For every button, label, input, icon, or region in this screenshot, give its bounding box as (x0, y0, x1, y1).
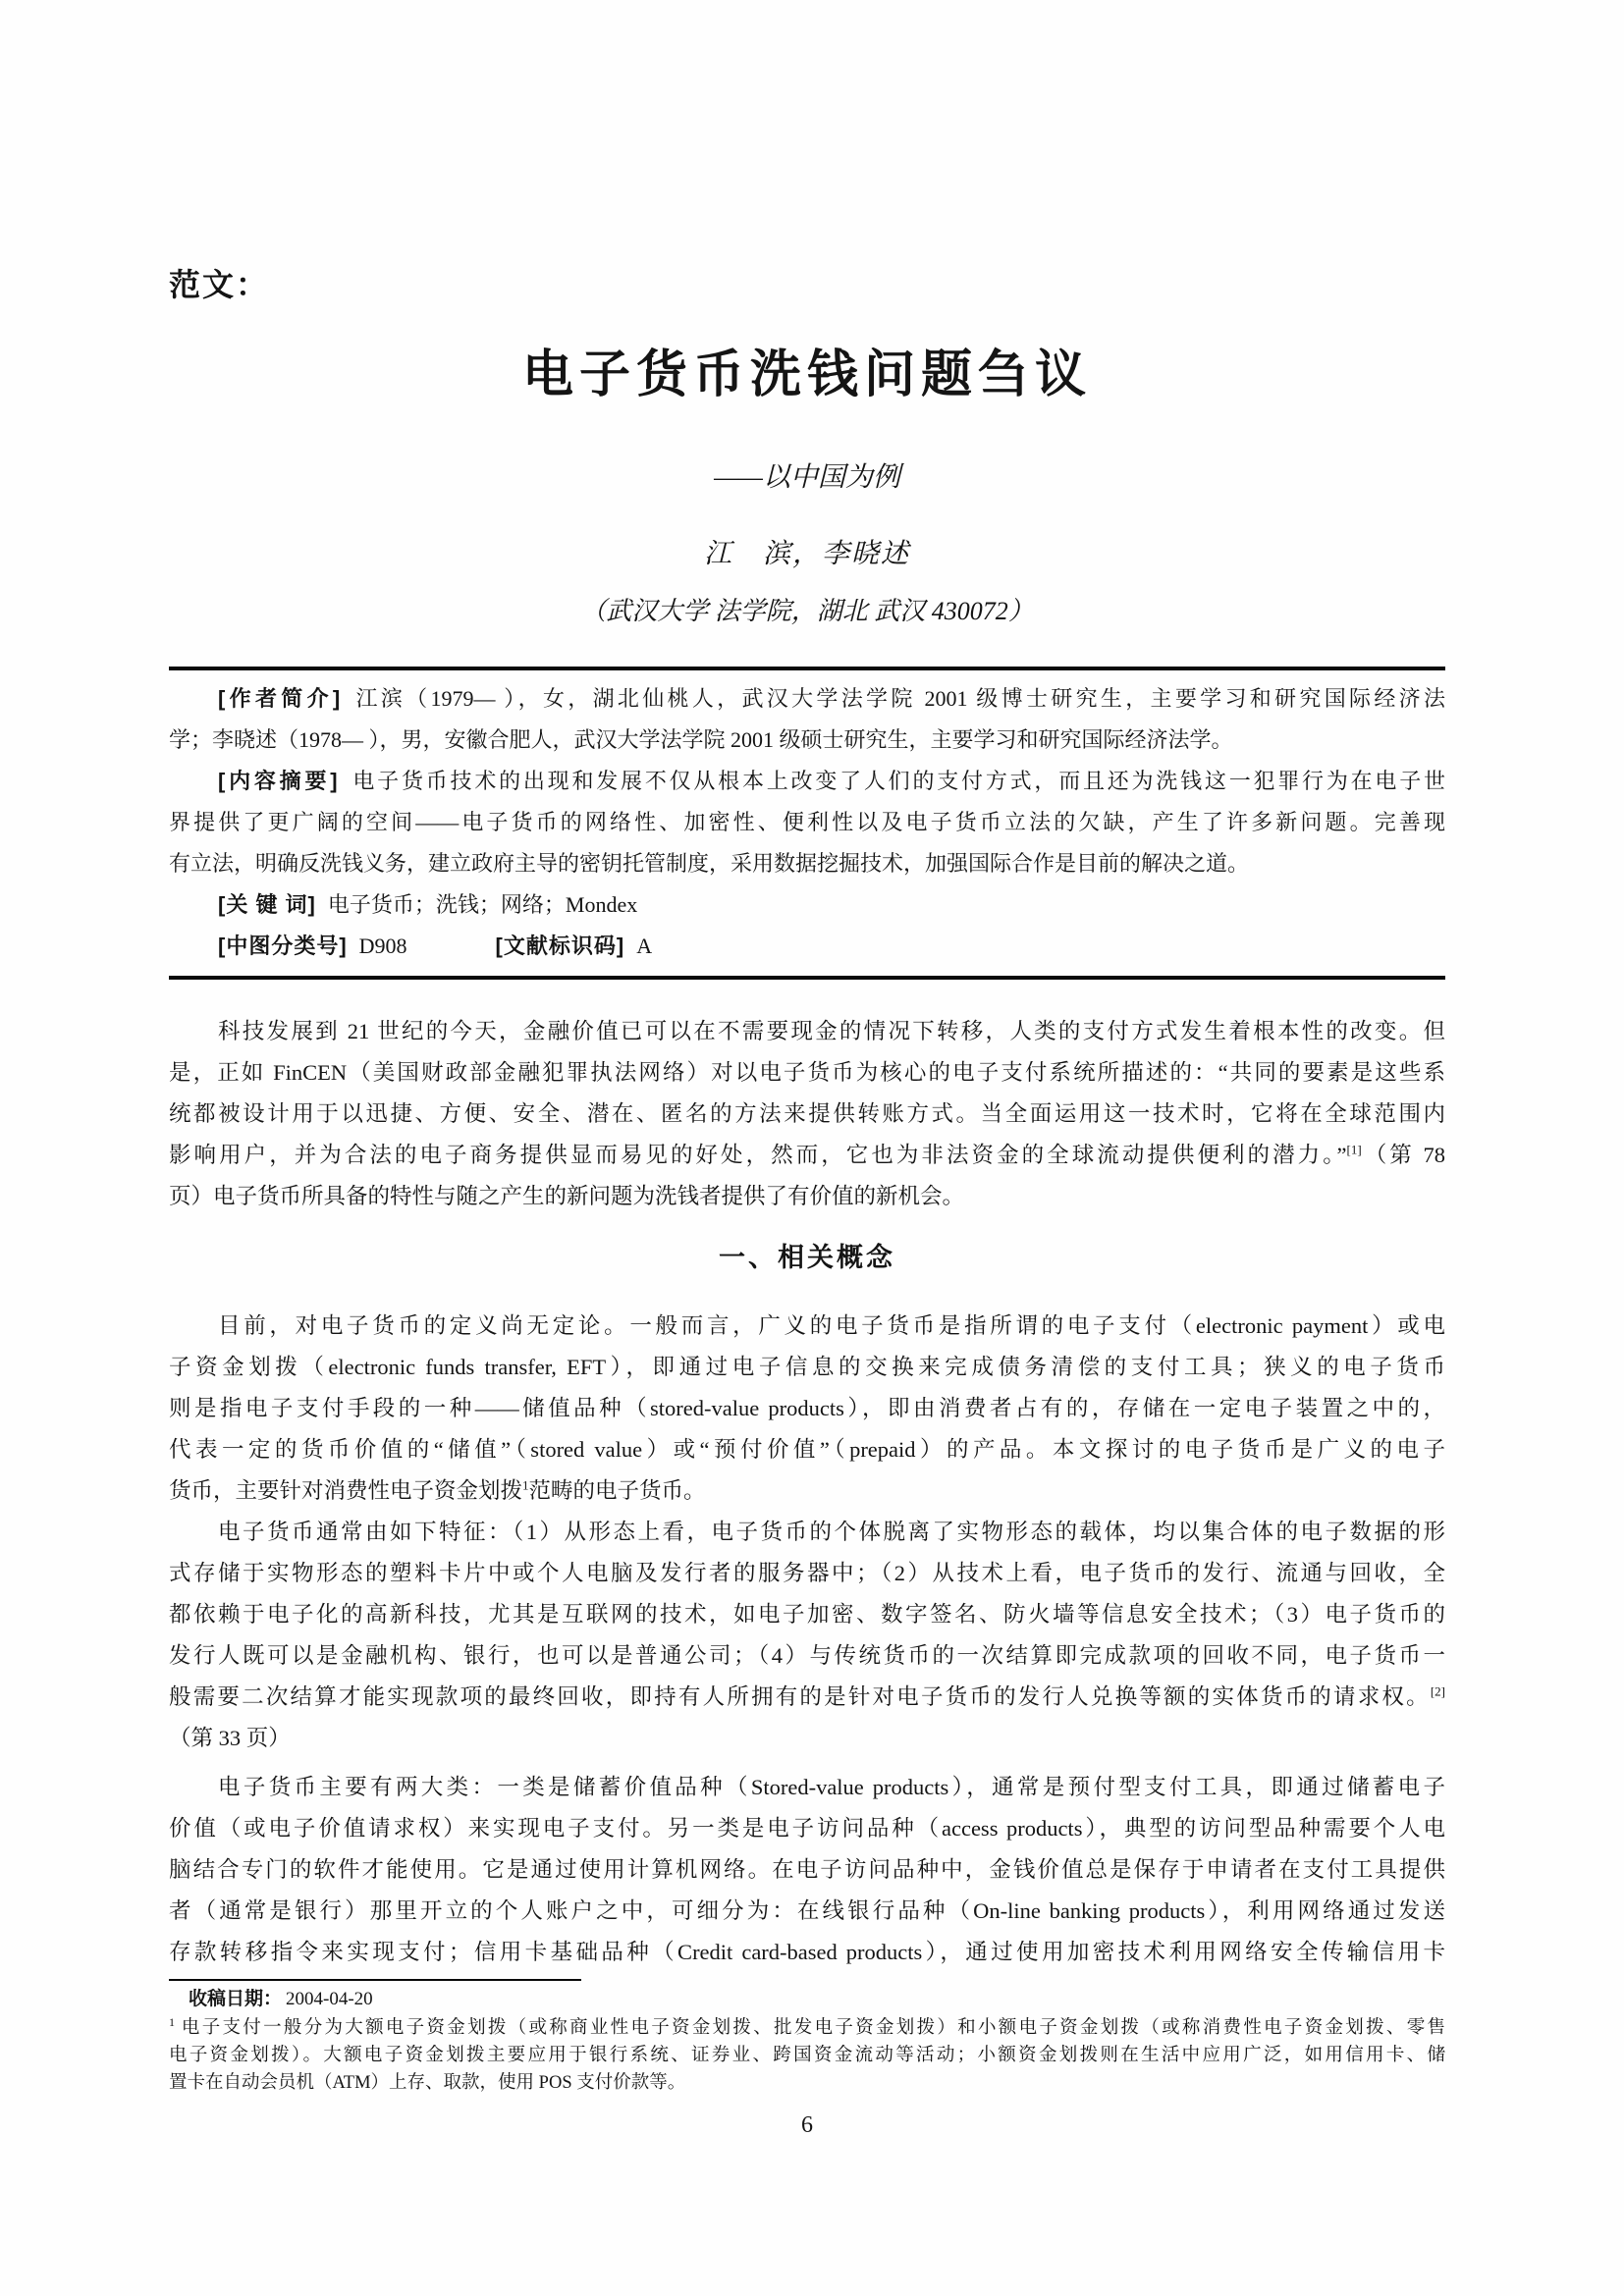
classification-line (169, 926, 1445, 967)
keywords-label: [关 键 词] (218, 892, 316, 917)
paper-title: 电子货币洗钱问题刍议 (521, 347, 1092, 403)
abstract-text: 电子货币技术的出现和发展不仅从根本上改变了人们的支付方式，而且还为洗钱这一犯罪行为在电子世 (350, 769, 1445, 793)
footnote-line: 置卡在自动会员机（ATM）上存、取款，使用 POS 支付价款等。 (169, 2073, 686, 2093)
text-segment: 影响用户，并为合法的电子商务提供显而易见的好处，然而，它也为非法资金的全球流动提供便利的潜力。” (169, 1143, 1347, 1167)
doc-code-value: A (636, 934, 653, 958)
abstract-line: 有立法，明确反洗钱义务，建立政府主导的密钥托管制度，采用数据挖掘技术，加强国际合作是目前的解决之道。 (169, 851, 1250, 876)
text-segment: （第 78 (1361, 1143, 1445, 1167)
citation-ref-1: [1] (1346, 1142, 1362, 1157)
text-line: 存款转移指令来实现支付；信用卡基础品种（Credit card-based products），通过使用加密技术利用网络安全传输信用卡 (169, 1940, 1445, 1964)
paper-subtitle: ——以中国为例 (714, 462, 900, 493)
author-bio-label: [作者简介] (218, 686, 342, 711)
body-paragraph-3 (169, 1512, 1445, 1759)
text-line: （第 33 页） (169, 1726, 291, 1750)
keywords-line (169, 884, 1445, 926)
text-line: 统都被设计用于以迅捷、方便、安全、潜在、匿名的方法来提供转账方式。当全面运用这一技术时，它将在全球范围内 (169, 1101, 1445, 1126)
paper-affiliation: （武汉大学 法学院，湖北 武汉 430072） (580, 597, 1034, 625)
body-paragraph-4 (169, 1767, 1445, 1973)
text-line: 式存储于实物形态的塑料卡片中或个人电脑及发行者的服务器中；（2）从技术上看，电子货币的发行、流通与回收，全 (169, 1561, 1445, 1585)
footnote-line (169, 2014, 1445, 2042)
text-line: 科技发展到 21 世纪的今天，金融价值已可以在不需要现金的情况下转移，人类的支付方式发生着根本性的改变。但 (218, 1019, 1445, 1043)
text-segment: 范畴的电子货币。 (528, 1478, 706, 1503)
footnote-1 (169, 2014, 1445, 2097)
body-paragraph-1 (169, 1011, 1445, 1217)
received-date-label: 收稿日期： (189, 1989, 283, 2009)
author-bio-line (169, 678, 1445, 720)
text-line (169, 1470, 1445, 1512)
paper-authors: 江 滨，李晓述 (703, 539, 910, 569)
citation-ref-2: [2] (1430, 1683, 1445, 1699)
footnote-line: 电子资金划拨）。大额电子资金划拨主要应用于银行系统、证券业、跨国资金流动等活动；小额资金划拨则在生活中应用广泛，如用信用卡、储 (169, 2046, 1445, 2065)
page-content (169, 0, 1445, 2140)
footnote-marker-1: 1 (169, 2014, 175, 2029)
clc-value: D908 (358, 934, 407, 958)
keywords-text: 电子货币；洗钱；网络；Mondex (327, 892, 638, 917)
page-number: 6 (801, 2112, 813, 2138)
text-line: 则是指电子支付手段的一种——储值品种（stored-value products），即由消费者占有的，存储在一定电子装置之中的， (169, 1396, 1445, 1420)
text-line: 者（通常是银行）那里开立的个人账户之中，可细分为：在线银行品种（On-line banking products），利用网络通过发送 (169, 1898, 1445, 1923)
section-heading-1: 一、相关概念 (719, 1243, 895, 1272)
text-line: 电子货币主要有两大类：一类是储蓄价值品种（Stored-value products），通常是预付型支付工具，即通过储蓄电子 (218, 1775, 1445, 1799)
text-line (169, 1135, 1445, 1176)
received-date-line (169, 1985, 1445, 2014)
text-line: 脑结合专门的软件才能使用。它是通过使用计算机网络。在电子访问品种中，金钱价值总是保存于申请者在支付工具提供 (169, 1857, 1445, 1882)
text-line: 都依赖于电子化的高新科技，尤其是互联网的技术，如电子加密、数字签名、防火墙等信息安全技术；（3）电子货币的 (169, 1602, 1445, 1627)
doc-code-label: [文献标识码] (495, 934, 625, 958)
received-date-value: 2004-04-20 (286, 1989, 373, 2009)
meta-block (169, 667, 1445, 980)
footnote-separator (169, 1979, 581, 1981)
text-line: 目前，对电子货币的定义尚无定论。一般而言，广义的电子货币是指所谓的电子支付（electronic payment）或电 (218, 1313, 1445, 1338)
text-line: 是，正如 FinCEN（美国财政部金融犯罪执法网络）对以电子货币为核心的电子支付系统所描述的：“共同的要素是这些系 (169, 1060, 1445, 1085)
body-paragraph-2 (169, 1306, 1445, 1512)
doc-label: 范文： (169, 267, 270, 302)
footnote-ref-1: 1 (522, 1477, 529, 1493)
text-line: 发行人既可以是金融机构、银行，也可以是普通公司；（4）与传统货币的一次结算即完成款项的回收不同，电子货币一 (169, 1643, 1445, 1668)
text-line: 代表一定的货币价值的“储值”（stored value）或“预付价值”（prepaid）的产品。本文探讨的电子货币是广义的电子 (169, 1437, 1445, 1462)
text-line: 电子货币通常由如下特征：（1）从形态上看，电子货币的个体脱离了实物形态的载体，均以集合体的电子数据的形 (218, 1520, 1445, 1544)
abstract-label: [内容摘要] (218, 769, 339, 793)
abstract-line (169, 761, 1445, 802)
author-bio-line: 学；李晓述（1978— ），男，安徽合肥人，武汉大学法学院 2001 级硕士研究生，主要学习和研究国际经济法学。 (169, 727, 1233, 752)
footnote-text: 电子支付一般分为大额电子资金划拨（或称商业性电子资金划拨、批发电子资金划拨）和小额电子资金划拨（或称消费性电子资金划拨、零售 (181, 2018, 1445, 2038)
text-line: 子资金划拨（electronic funds transfer, EFT），即通过电子信息的交换来完成债务清偿的支付工具；狭义的电子货币 (169, 1355, 1445, 1379)
text-line: 页）电子货币所具备的特性与随之产生的新问题为洗钱者提供了有价值的新机会。 (169, 1184, 965, 1208)
author-bio-text: 江滨（1979— ），女，湖北仙桃人，武汉大学法学院 2001 级博士研究生，主要学习和研究国际经济法 (352, 686, 1445, 711)
text-line: 价值（或电子价值请求权）来实现电子支付。另一类是电子访问品种（access products），典型的访问型品种需要个人电 (169, 1816, 1445, 1841)
clc-label: [中图分类号] (218, 934, 348, 958)
abstract-line: 界提供了更广阔的空间——电子货币的网络性、加密性、便利性以及电子货币立法的欠缺，产生了许多新问题。完善现 (169, 810, 1445, 834)
text-segment: 货币，主要针对消费性电子资金划拨 (169, 1478, 523, 1503)
text-segment: 般需要二次结算才能实现款项的最终回收，即持有人所拥有的是针对电子货币的发行人兑换等额的实体货币的请求权。 (169, 1684, 1431, 1709)
text-line (169, 1677, 1445, 1718)
